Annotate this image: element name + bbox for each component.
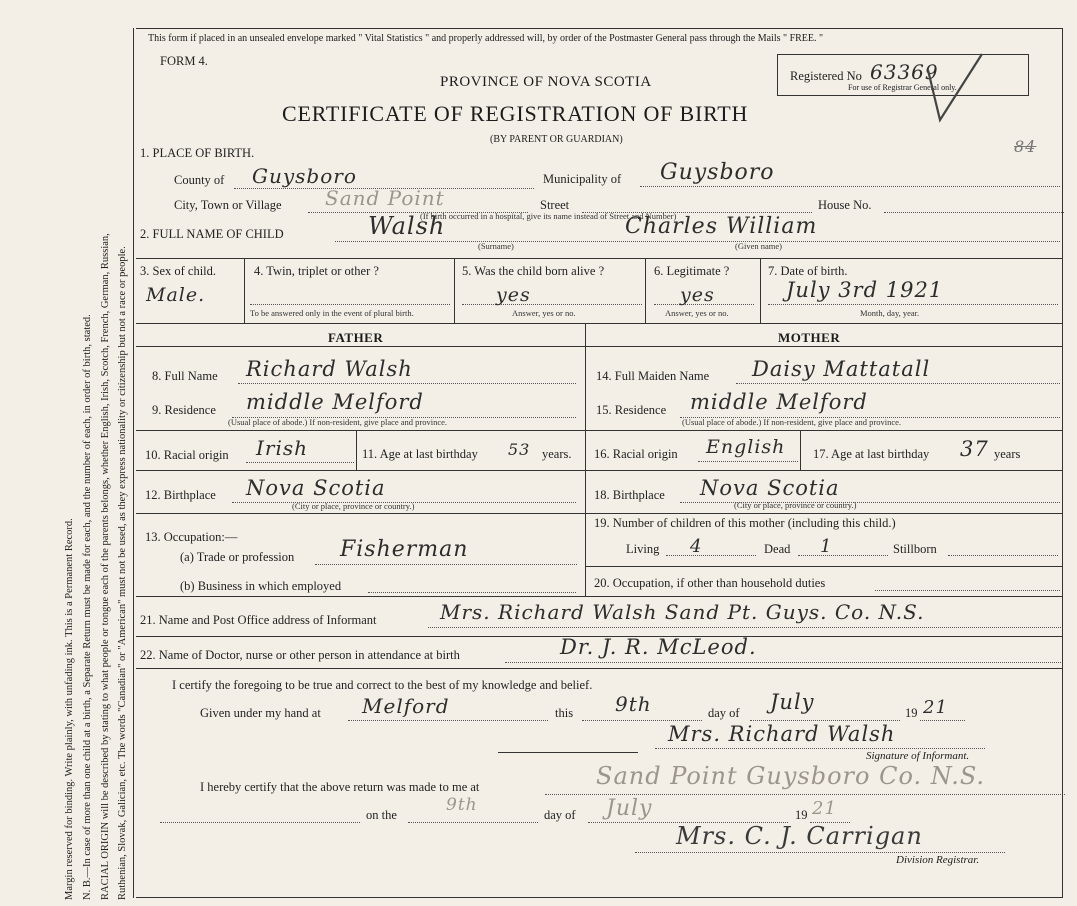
father-residence-note: (Usual place of abode.) If non-resident, give place and province.: [228, 417, 448, 427]
mother-birthplace-value: Nova Scotia: [700, 476, 840, 500]
registrar-day-value: 9th: [446, 795, 478, 815]
this-label: this: [555, 706, 574, 720]
father-age-label: 11. Age at last birthday: [362, 447, 478, 461]
county-label: County of: [174, 173, 225, 187]
registered-value: 63369: [870, 60, 939, 84]
certificate-title: CERTIFICATE OF REGISTRATION OF BIRTH: [282, 101, 749, 126]
twin-label: 4. Twin, triplet or other ?: [254, 264, 379, 278]
certify-month-value: July: [770, 690, 815, 714]
mother-residence-value: middle Melford: [690, 390, 868, 414]
father-occupation-label: 13. Occupation:—: [145, 530, 238, 544]
birth-date-value: July 3rd 1921: [786, 278, 944, 302]
child-surname: Walsh: [368, 212, 446, 240]
certify-year-prefix: 19: [905, 706, 918, 720]
father-trade-value: Fisherman: [340, 537, 469, 562]
alive-note: Answer, yes or no.: [512, 308, 576, 318]
father-birthplace-label: 12. Birthplace: [145, 488, 216, 502]
registered-label: Registered No: [790, 69, 862, 83]
registrar-note: For use of Registrar General only.: [848, 83, 957, 92]
mother-name-label: 14. Full Maiden Name: [596, 369, 710, 383]
living-value: 4: [690, 536, 703, 557]
doctor-label: 22. Name of Doctor, nurse or other person in attendance at birth: [140, 648, 460, 662]
registrar-day-of-label: day of: [544, 808, 576, 822]
father-residence-label: 9. Residence: [152, 403, 216, 417]
father-years-label: years.: [542, 447, 572, 461]
informant-label: 21. Name and Post Office address of Informant: [140, 613, 377, 627]
legitimate-value: yes: [680, 284, 715, 306]
mother-children-label: 19. Number of children of this mother (including this child.): [594, 516, 896, 530]
municipality-value: Guysboro: [660, 160, 775, 185]
county-value: Guysboro: [252, 164, 357, 188]
father-age-value: 53: [508, 440, 531, 459]
mother-name-value: Daisy Mattatall: [752, 357, 931, 381]
twin-note: To be answered only in the event of plural birth.: [250, 308, 414, 318]
child-given-name: Charles William: [625, 214, 818, 239]
father-name-label: 8. Full Name: [152, 369, 218, 383]
mother-age-value: 37: [960, 437, 989, 461]
registrar-signature-label: Division Registrar.: [896, 854, 980, 866]
birth-date-label: 7. Date of birth.: [768, 264, 848, 278]
father-trade-label: (a) Trade or profession: [180, 550, 295, 564]
alive-value: yes: [496, 284, 531, 306]
certify-day-value: 9th: [615, 692, 652, 716]
mother-age-label: 17. Age at last birthday: [813, 447, 930, 461]
given-place-value: Melford: [362, 694, 450, 718]
living-label: Living: [626, 542, 660, 556]
registrar-place-value: Sand Point Guysboro Co. N.S.: [596, 762, 986, 790]
certify-year-value: 21: [923, 697, 948, 718]
child-name-label: 2. FULL NAME OF CHILD: [140, 227, 284, 241]
city-value: Sand Point: [325, 186, 445, 210]
father-heading: FATHER: [328, 330, 384, 345]
province-heading: PROVINCE OF NOVA SCOTIA: [440, 74, 652, 90]
dead-value: 1: [820, 536, 833, 557]
mail-notice: This form if placed in an unsealed envelope marked " Vital Statistics " and properly addressed will, by order of the Postmaster General pass through the Mails " FREE. ": [148, 33, 824, 44]
father-name-value: Richard Walsh: [246, 357, 413, 381]
given-note: (Given name): [735, 241, 782, 251]
mother-residence-note: (Usual place of abode.) If non-resident, give place and province.: [682, 417, 902, 427]
side-text-line-4: Ruthenian, Slovak, Galician, etc. The words "Canadian" or "American" must not be used, as they express nationality or citizenship but not a race or people.: [117, 246, 128, 900]
father-business-label: (b) Business in which employed: [180, 579, 342, 593]
surname-note: (Surname): [478, 241, 514, 251]
legitimate-note: Answer, yes or no.: [665, 308, 729, 318]
corner-mark: 84: [1014, 137, 1037, 156]
municipality-label: Municipality of: [543, 172, 622, 186]
side-margin: [0, 0, 132, 906]
registered-number-box: [777, 54, 1029, 96]
margin-rule: [133, 28, 134, 898]
mother-race-label: 16. Racial origin: [594, 447, 678, 461]
registrar-year-prefix: 19: [795, 808, 808, 822]
mother-heading: MOTHER: [778, 330, 841, 345]
side-text-line-2: N. B.—In case of more than one child at a birth, a Separate Return must be made for each, and the number of each, in order of birth, stated.: [82, 314, 93, 900]
father-birthplace-note: (City or place, province or country.): [292, 501, 415, 511]
certify-statement: I certify the foregoing to be true and correct to the best of my knowledge and belief.: [172, 678, 593, 692]
stillborn-label: Stillborn: [893, 542, 937, 556]
on-the-label: on the: [366, 808, 397, 822]
legitimate-label: 6. Legitimate ?: [654, 264, 730, 278]
father-residence-value: middle Melford: [246, 390, 424, 414]
alive-label: 5. Was the child born alive ?: [462, 264, 605, 278]
dead-label: Dead: [764, 542, 791, 556]
sex-value: Male.: [146, 284, 206, 306]
side-text-line-1: Margin reserved for binding. Write plainly, with unfading ink. This is a Permanent Record.: [64, 518, 75, 900]
informant-signature: Mrs. Richard Walsh: [668, 722, 896, 746]
mother-birthplace-note: (City or place, province or country.): [734, 500, 857, 510]
certificate-subtitle: (BY PARENT OR GUARDIAN): [490, 134, 623, 145]
father-race-value: Irish: [256, 436, 309, 460]
mother-occupation-label: 20. Occupation, if other than household duties: [594, 576, 826, 590]
mother-residence-label: 15. Residence: [596, 403, 667, 417]
doctor-value: Dr. J. R. McLeod.: [560, 635, 757, 659]
informant-value: Mrs. Richard Walsh Sand Pt. Guys. Co. N.S.: [440, 600, 925, 624]
registrar-month-value: July: [606, 796, 653, 821]
father-race-label: 10. Racial origin: [145, 448, 229, 462]
check-mark-icon: [920, 50, 990, 130]
place-of-birth-label: 1. PLACE OF BIRTH.: [140, 146, 255, 160]
birth-date-note: Month, day, year.: [860, 308, 920, 318]
house-label: House No.: [818, 198, 872, 212]
informant-signature-label: Signature of Informant.: [866, 750, 970, 762]
given-under-label: Given under my hand at: [200, 706, 321, 720]
registrar-signature: Mrs. C. J. Carrigan: [676, 822, 923, 850]
street-label: Street: [540, 198, 570, 212]
certify-day-of-label: day of: [708, 706, 740, 720]
registrar-statement: I hereby certify that the above return was made to me at: [200, 780, 480, 794]
city-label: City, Town or Village: [174, 198, 282, 212]
sex-label: 3. Sex of child.: [140, 264, 217, 278]
registrar-year-value: 21: [812, 798, 837, 819]
side-text-line-3: RACIAL ORIGIN will be described by stating to what people or tongue each of the parents belongs, whether English, Irish, Scotch, French, German, Russian,: [100, 233, 111, 900]
form-number: FORM 4.: [160, 54, 208, 68]
father-birthplace-value: Nova Scotia: [246, 476, 386, 500]
mother-birthplace-label: 18. Birthplace: [594, 488, 665, 502]
hospital-note: (If birth occurred in a hospital, give its name instead of Street and Number): [420, 211, 677, 221]
mother-race-value: English: [706, 436, 786, 458]
mother-years-label: years: [994, 447, 1021, 461]
